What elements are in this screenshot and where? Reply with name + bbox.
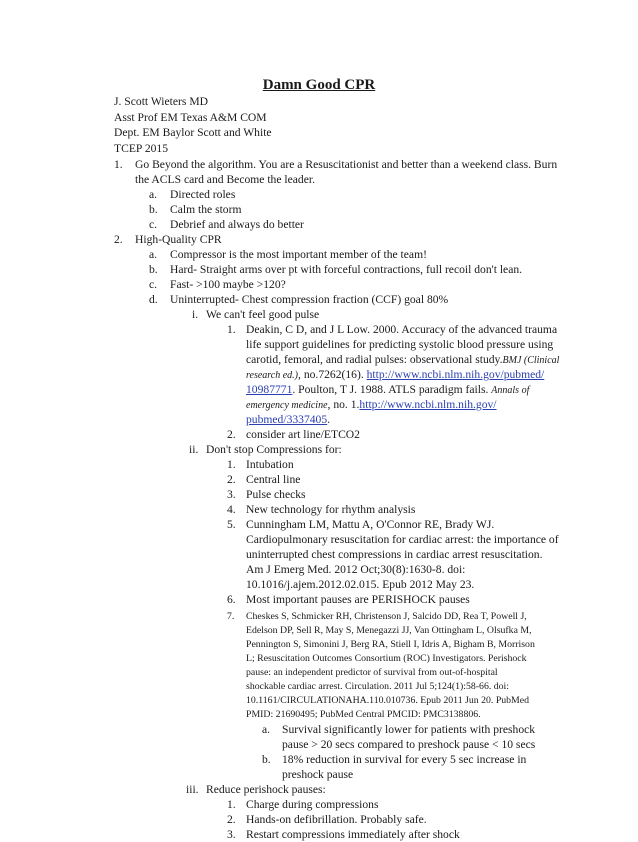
reference-text — [246, 398, 497, 413]
reference-text: Cunningham LM, Mattu A, O'Connor RE, Brady WJ. — [246, 518, 495, 531]
list-item: Intubation — [246, 458, 294, 471]
list-item: Most important pauses are PERISHOCK pauses — [246, 593, 470, 606]
reference-text — [246, 353, 559, 368]
list-number: 3. — [227, 488, 236, 501]
roman-marker: iii. — [186, 783, 199, 796]
reference-segment: , no. 1. — [327, 398, 360, 411]
author-header — [114, 95, 272, 157]
list-number: 7. — [227, 611, 235, 622]
section-1-text: Go Beyond the algorithm. You are a Resuscitationist and better than a weekend class. Burn — [135, 158, 558, 171]
list-item: Central line — [246, 473, 301, 486]
list-marker: b. — [149, 203, 158, 216]
list-item: consider art line/ETCO2 — [246, 428, 360, 441]
list-number: 1. — [227, 798, 236, 811]
journal-name: research ed.) — [246, 370, 299, 381]
pubmed-link[interactable]: http://www.ncbi.nlm.nih.gov/pubmed/ — [366, 368, 545, 381]
list-item: Debrief and always do better — [170, 218, 304, 231]
reference-segment: carotid, femoral, and radial pulses: observational study. — [246, 353, 503, 366]
list-marker: b. — [149, 263, 158, 276]
subsection-title: Reduce perishock pauses: — [206, 783, 326, 796]
list-number: 3. — [227, 828, 236, 841]
roman-marker: i. — [192, 308, 199, 321]
list-item: Pulse checks — [246, 488, 306, 501]
list-item: Hands-on defibrillation. Probably safe. — [246, 813, 427, 826]
subsection-title: Don't stop Compressions for: — [206, 443, 342, 456]
list-number: 4. — [227, 503, 236, 516]
reference-text — [246, 413, 330, 427]
journal-name: Annals of — [491, 385, 530, 396]
pubmed-link[interactable]: 10987771 — [246, 383, 293, 396]
list-number: 1. — [227, 323, 236, 336]
reference-text: L; Resuscitation Outcomes Consortium (ROC) Investigators. Perishock — [246, 653, 527, 664]
subsection-title: We can't feel good pulse — [206, 308, 320, 321]
list-marker: c. — [149, 218, 158, 231]
reference-segment: , no.7262(16). — [298, 368, 367, 381]
reference-text — [246, 383, 529, 398]
conference: TCEP 2015 — [114, 141, 169, 155]
reference-text: Cheskes S, Schmicker RH, Christenson J, Salcido DD, Rea T, Powell J, — [246, 611, 527, 622]
list-number: 5. — [227, 518, 236, 531]
list-marker: b. — [262, 753, 271, 766]
list-number: 6. — [227, 593, 236, 606]
section-2-title: High-Quality CPR — [135, 233, 222, 246]
list-item: Survival significantly lower for patients with preshock — [282, 723, 536, 736]
list-item: Uninterrupted- Chest compression fraction (CCF) goal 80% — [170, 293, 449, 306]
list-item: Compressor is the most important member of the team! — [170, 248, 427, 261]
reference-text: uninterrupted chest compressions in cardiac arrest resuscitation. — [246, 548, 543, 561]
document-title: Damn Good CPR — [262, 77, 376, 93]
reference-segment: . Poulton, T J. 1988. ATLS paradigm fails. — [292, 383, 492, 396]
list-item: Directed roles — [170, 188, 236, 201]
reference-text: pause: an independent predictor of survival from out-of-hospital — [246, 667, 498, 678]
list-number: 2. — [227, 813, 236, 826]
reference-text: 10.1161/CIRCULATIONAHA.110.010736. Epub 2011 Jun 20. PubMed — [246, 695, 530, 706]
journal-name: emergency medicine — [246, 400, 328, 411]
author-dept: Dept. EM Baylor Scott and White — [114, 126, 272, 139]
list-marker: a. — [262, 723, 271, 736]
author-name: J. Scott Wieters MD — [114, 95, 208, 108]
list-item: Restart compressions immediately after shock — [246, 828, 460, 841]
list-number: 2. — [227, 473, 236, 486]
reference-text: 10.1016/j.ajem.2012.02.015. Epub 2012 May 23. — [246, 578, 475, 591]
reference-text: Am J Emerg Med. 2012 Oct;30(8):1630-8. doi: — [246, 563, 466, 576]
reference-segment: . — [327, 413, 331, 426]
author-title: Asst Prof EM Texas A&M COM — [114, 110, 267, 124]
list-number: 1. — [227, 458, 236, 471]
list-item-cont: pause > 20 secs compared to preshock pause < 10 secs — [282, 738, 536, 751]
reference-text — [246, 368, 544, 383]
reference-text: Cardiopulmonary resuscitation for cardiac arrest: the importance of — [246, 533, 559, 546]
list-item: Fast- >100 maybe >120? — [170, 278, 286, 291]
pubmed-link[interactable]: http://www.ncbi.nlm.nih.gov/ — [359, 398, 497, 411]
list-item: New technology for rhythm analysis — [246, 503, 416, 516]
reference-text: Deakin, C D, and J L Low. 2000. Accuracy of the advanced trauma — [246, 323, 558, 336]
roman-marker: ii. — [189, 443, 199, 456]
reference-text: shockable cardiac arrest. Circulation. 2011 Jul 5;124(1):58-66. doi: — [246, 681, 509, 692]
list-number: 1. — [114, 158, 123, 171]
reference-text: PMID: 21690495; PubMed Central PMCID: PMC3138806. — [246, 709, 481, 720]
list-item: Calm the storm — [170, 203, 242, 216]
reference-text: life support guidelines for predicting systolic blood pressure using — [246, 338, 554, 351]
list-item: Charge during compressions — [246, 798, 379, 811]
list-marker: d. — [149, 293, 158, 306]
list-marker: c. — [149, 278, 158, 291]
list-marker: a. — [149, 188, 158, 201]
reference-text: Pennington S, Simonini J, Berg RA, Stiell I, Idris A, Bigham B, Morrison — [246, 639, 535, 650]
pubmed-link[interactable]: pubmed/3337405 — [246, 413, 328, 426]
list-item-cont: preshock pause — [282, 768, 354, 781]
reference-text: Edelson DP, Sell R, May S, Menegazzi JJ, Van Ottingham L, Olsufka M, — [246, 625, 532, 636]
list-number: 2. — [114, 233, 123, 246]
list-item: 18% reduction in survival for every 5 sec increase in — [282, 753, 527, 766]
section-1-text-cont: the ACLS card and Become the leader. — [135, 173, 315, 186]
list-item: Hard- Straight arms over pt with forceful contractions, full recoil don't lean. — [170, 263, 523, 276]
list-marker: a. — [149, 248, 158, 261]
list-number: 2. — [227, 428, 236, 441]
journal-name: BMJ (Clinical — [502, 355, 560, 366]
